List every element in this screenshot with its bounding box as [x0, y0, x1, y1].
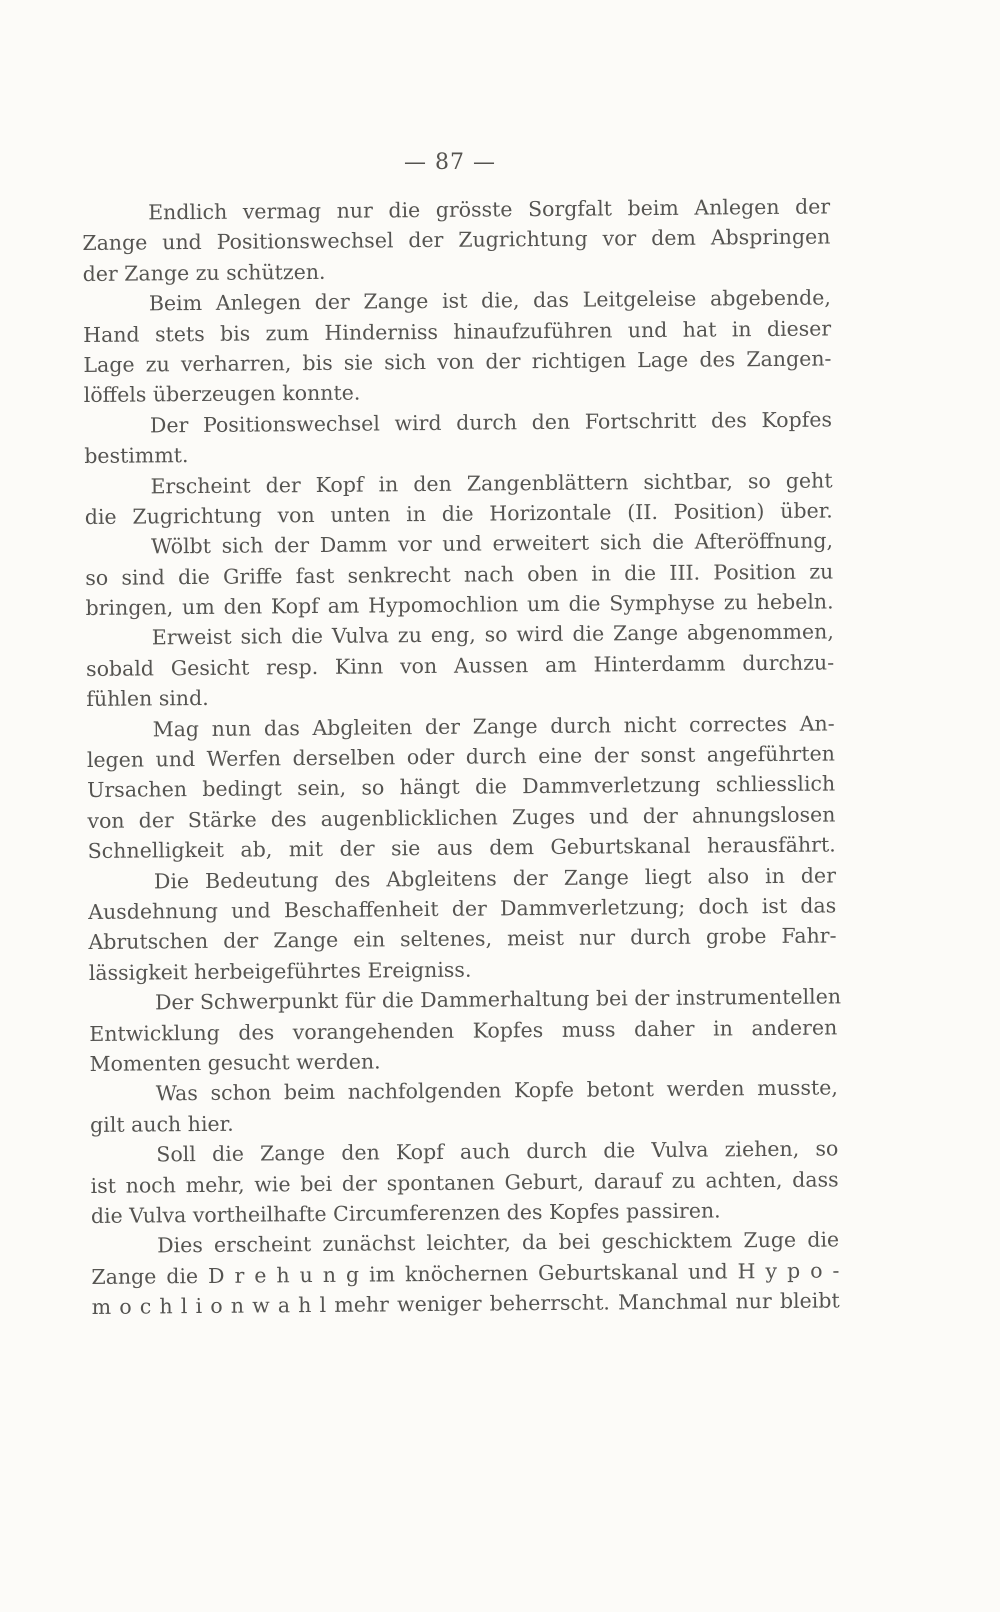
text-line: Die Bedeutung des Abgleitens der Zange liegt also in der	[153, 863, 837, 893]
text-line: legen und Werfen derselben oder durch eine der sonst angeführten	[86, 741, 835, 773]
text-line: von der Stärke des augenblicklichen Zuges und der ahnungslosen	[87, 802, 836, 833]
text-line: Soll die Zange den Kopf auch durch die Vulva ziehen, so	[156, 1136, 839, 1167]
text-line: die Vulva vortheilhafte Circumferenzen des Kopfes passiren.	[90, 1198, 721, 1228]
text-line: Hand stets bis zum Hinderniss hinaufzuführen und hat in dieser	[83, 316, 832, 347]
page-number: — 87 —	[404, 150, 496, 175]
text-line: der Zange zu schützen.	[82, 259, 326, 286]
text-line: gilt auch hier.	[89, 1111, 234, 1137]
text-line: sobald Gesicht resp. Kinn von Aussen am Hinterdamm durchzu-	[86, 650, 835, 681]
text-line: Mag nun das Abgleiten der Zange durch nicht correctes An-	[152, 711, 835, 742]
text-line: Zange die D r e h u n g im knöchernen Geburtskanal und H y p o -	[91, 1258, 840, 1289]
text-line: Abrutschen der Zange ein seltenes, meist nur durch grobe Fahr-	[88, 923, 837, 955]
text-line: Endlich vermag nur die grösste Sorgfalt beim Anlegen der	[148, 194, 831, 225]
text-line: Was schon beim nachfolgenden Kopfe betont werden musste,	[155, 1075, 838, 1106]
text-line: so sind die Griffe fast senkrecht nach oben in die III. Position zu	[85, 559, 834, 590]
text-line: Ursachen bedingt sein, so hängt die Dammverletzung schliesslich	[87, 771, 836, 803]
text-line: Erweist sich die Vulva zu eng, so wird die Zange abgenommen,	[151, 619, 834, 650]
text-line: m o c h l i o n w a h l mehr weniger beherrscht. Manchmal nur bleibt	[91, 1288, 840, 1320]
text-line: Entwicklung des vorangehenden Kopfes muss daher in anderen	[89, 1014, 838, 1046]
text-line: Erscheint der Kopf in den Zangenblättern sichtbar, so geht	[150, 467, 833, 498]
text-line: fühlen sind.	[86, 686, 209, 712]
text-line: Schnelligkeit ab, mit der sie aus dem Geburtskanal herausfährt.	[87, 832, 836, 864]
text-line: Wölbt sich der Damm vor und erweitert sich die Afteröffnung,	[150, 528, 834, 559]
text-line: ist noch mehr, wie bei der spontanen Geburt, darauf zu achten, dass	[90, 1166, 839, 1198]
text-line: Dies erscheint zunächst leichter, da bei geschicktem Zuge die	[157, 1227, 840, 1258]
text-line: bringen, um den Kopf am Hypomochlion um die Symphyse zu hebeln.	[85, 589, 834, 621]
text-line: Der Positionswechsel wird durch den Fortschritt des Kopfes	[149, 407, 833, 438]
text-line: bestimmt.	[84, 443, 189, 469]
text-line: lässigkeit herbeigeführtes Ereigniss.	[88, 957, 472, 985]
text-line: löffels überzeugen konnte.	[83, 380, 361, 408]
text-line: Der Schwerpunkt für die Dammerhaltung bei der instrumentellen	[154, 984, 842, 1015]
text-line: Ausdehnung und Beschaffenheit der Dammverletzung; doch ist das	[88, 893, 837, 924]
text-line: Beim Anlegen der Zange ist die, das Leitgeleise abgebende,	[148, 285, 832, 316]
text-line: Lage zu verharren, bis sie sich von der richtigen Lage des Zangen-	[83, 346, 832, 377]
body-text	[82, 191, 840, 1322]
text-line: Momenten gesucht werden.	[89, 1049, 381, 1076]
text-line: Zange und Positionswechsel der Zugrichtung vor dem Abspringen	[82, 224, 831, 256]
text-line: die Zugrichtung von unten in die Horizontale (II. Position) über.	[84, 498, 833, 529]
